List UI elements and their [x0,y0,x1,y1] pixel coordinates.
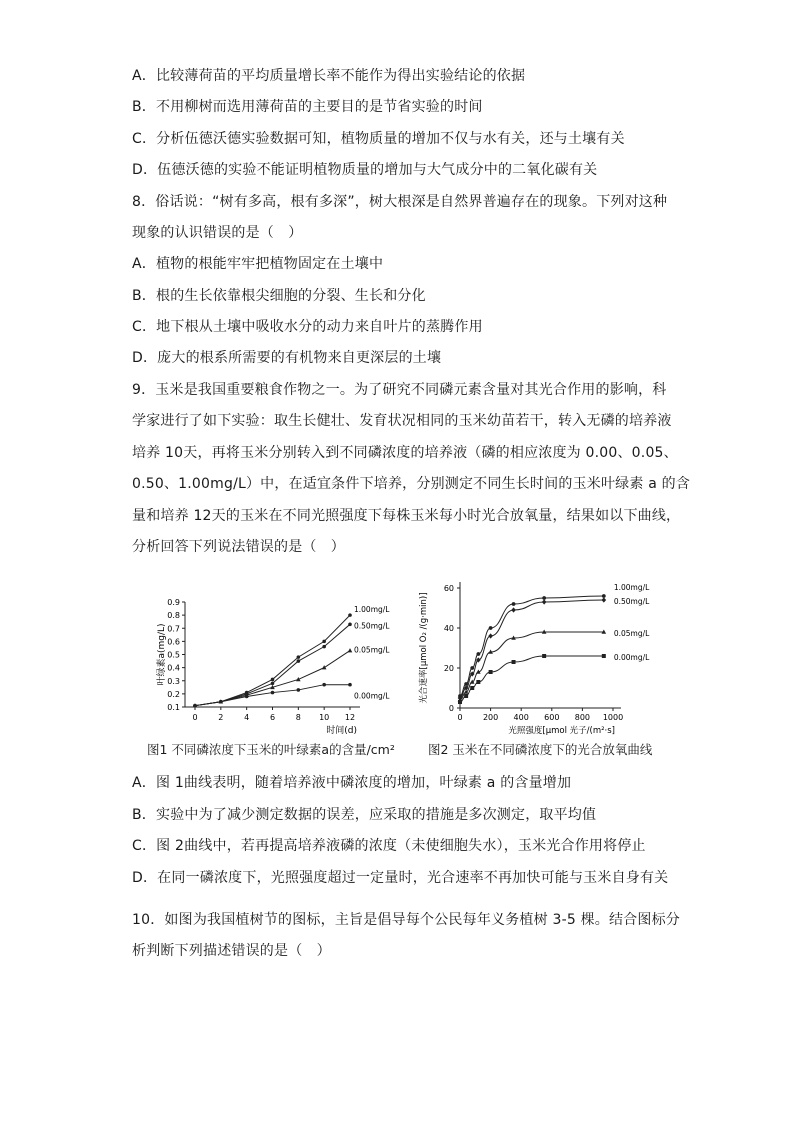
series-line [460,632,604,700]
y-tick-label: 0.5 [167,650,180,660]
data-point [271,678,275,682]
figure-1-caption: 图1 不同磷浓度下玉米的叶绿素a的含量/cm² [147,742,395,757]
data-point [271,682,275,686]
x-axis-label: 时间(d) [326,726,357,736]
data-point [464,694,468,698]
data-point [476,680,480,684]
y-axis-label: 叶绿素a(mg/L) [157,623,167,686]
series-label: 0.05mg/L [354,645,390,655]
text-line: B．根的生长依靠根尖细胞的分裂、生长和分化 [132,288,426,304]
y-tick-label: 60 [443,584,454,593]
x-tick-label: 2 [218,713,224,722]
data-point [542,654,546,658]
text-line: A．比较薄荷苗的平均质量增长率不能作为得出实验结论的依据 [132,68,526,84]
x-tick-label: 6 [269,713,276,722]
x-tick-label: 200 [482,713,499,722]
data-point [458,700,462,704]
y-tick-label: 40 [443,624,454,633]
chart-1-svg [150,592,390,742]
data-point [348,683,352,687]
data-point [488,633,493,638]
data-point [602,597,607,602]
data-point [602,654,606,658]
text-line: D．伍德沃德的实验不能证明植物质量的增加与大气成分中的二氧化碳有关 [132,162,598,178]
series-label: 1.00mg/L [613,583,650,592]
data-point [512,602,516,606]
x-tick-label: 400 [513,713,529,722]
text-line: 8．俗话说：“树有多高，根有多深”，树大根深是自然界普遍存在的现象。下列对这种 [132,194,668,210]
series-line [460,656,604,702]
y-tick-label: 0.8 [167,611,180,621]
y-tick-label: 0.9 [167,598,180,607]
text-line: A．植物的根能牢牢把植物固定在土壤中 [132,256,384,272]
text-line: D．庞大的根系所需要的有机物来自更深层的土壤 [132,350,442,366]
y-tick-label: 0.1 [167,703,180,712]
data-point [476,652,480,656]
figure-2 [408,566,674,742]
series-label: 1.00mg/L [354,605,390,615]
data-point [271,691,275,695]
text-line: 析判断下列描述错误的是（ ） [132,943,331,959]
data-point [348,623,352,627]
x-tick-label: 800 [574,713,591,722]
chart-2-svg [408,566,674,742]
y-tick-label: 0.4 [167,663,180,673]
text-line: 学家进行了如下实验：取生长健壮、发育状况相同的玉米幼苗若干，转入无磷的培养液 [132,413,672,429]
data-point [348,613,352,617]
x-axis-label: 光照强度[μmol 光子/(m²·s] [508,726,615,736]
data-point [470,666,474,670]
data-point [322,665,327,669]
data-point [322,640,326,644]
text-line: 9．玉米是我国重要粮食作物之一。为了研究不同磷元素含量对其光合作用的影响，科 [132,382,667,398]
y-tick-label: 0.2 [167,689,180,699]
x-tick-label: 1000 [602,713,624,722]
x-tick-label: 0 [457,713,463,722]
data-point [245,695,249,699]
text-line: B．实验中为了减少测定数据的误差，应采取的措施是多次测定，取平均值 [132,807,597,823]
data-point [489,670,493,674]
y-tick-label: 0 [448,704,454,713]
text-line: C．图 2曲线中，若再提高培养液磷的浓度（未使细胞失水），玉米光合作用将停止 [132,838,646,854]
y-tick-label: 0.6 [167,637,180,647]
figure-2-caption: 图2 玉米在不同磷浓度下的光合放氧曲线 [428,742,653,757]
data-point [297,659,301,663]
data-point [464,682,468,686]
text-line: D．在同一磷浓度下，光照强度超过一定量时，光合速率不再加快可能与玉米自身有关 [132,870,669,886]
data-point [512,660,516,664]
x-tick-label: 8 [295,713,301,722]
data-point [542,596,546,600]
y-axis-label: 光合速率[μmol O₂ /(g·min)] [419,592,429,704]
series-label: 0.50mg/L [613,597,650,606]
text-line: 现象的认识错误的是（ ） [132,225,303,241]
text-line: A．图 1曲线表明，随着培养液中磷浓度的增加，叶绿素 a 的含量增加 [132,775,572,791]
text-line: 量和培养 12天的玉米在不同光照强度下每株玉米每小时光合放氧量，结果如以下曲线， [132,508,681,524]
data-point [297,688,301,692]
x-tick-label: 600 [544,713,560,722]
data-point [322,645,326,649]
text-line: 10．如图为我国植树节的图标，主旨是倡导每个公民每年义务植树 3-5 棵。结合图标分 [132,912,680,928]
series-label: 0.00mg/L [354,691,390,701]
data-point [193,704,197,708]
series-label: 0.00mg/L [613,653,650,662]
text-line: B．不用柳树而选用薄荷苗的主要目的是节省实验的时间 [132,99,483,115]
series-label: 0.50mg/L [354,621,390,631]
data-point [322,683,326,687]
data-point [297,655,301,659]
data-point [348,648,353,652]
x-tick-label: 12 [344,713,356,722]
series-label: 0.05mg/L [613,629,650,638]
y-tick-label: 0.3 [167,676,180,686]
data-point [542,599,547,604]
data-point [219,700,223,704]
figure-1 [150,592,390,742]
x-tick-label: 10 [319,713,330,722]
text-line: 培养 10天，再将玉米分别转入到不同磷浓度的培养液（磷的相应浓度为 0.00、0.05、 [132,445,678,461]
data-point [602,594,606,598]
data-point [511,607,516,612]
y-tick-label: 0.7 [167,624,180,634]
x-tick-label: 4 [244,713,250,722]
text-line: 0.50、1.00mg/L）中，在适宜条件下培养，分别测定不同生长时间的玉米叶绿素 a 的含 [132,476,691,492]
text-line: C．分析伍德沃德实验数据可知，植物质量的增加不仅与水有关，还与土壤有关 [132,131,625,147]
data-point [470,686,474,690]
y-tick-label: 20 [443,664,454,673]
text-line: C．地下根从土壤中吸收水分的动力来自叶片的蒸腾作用 [132,319,483,335]
data-point [489,626,493,630]
series-line [460,600,604,698]
x-tick-label: 0 [192,713,198,722]
text-line: 分析回答下列说法错误的是（ ） [132,539,345,555]
